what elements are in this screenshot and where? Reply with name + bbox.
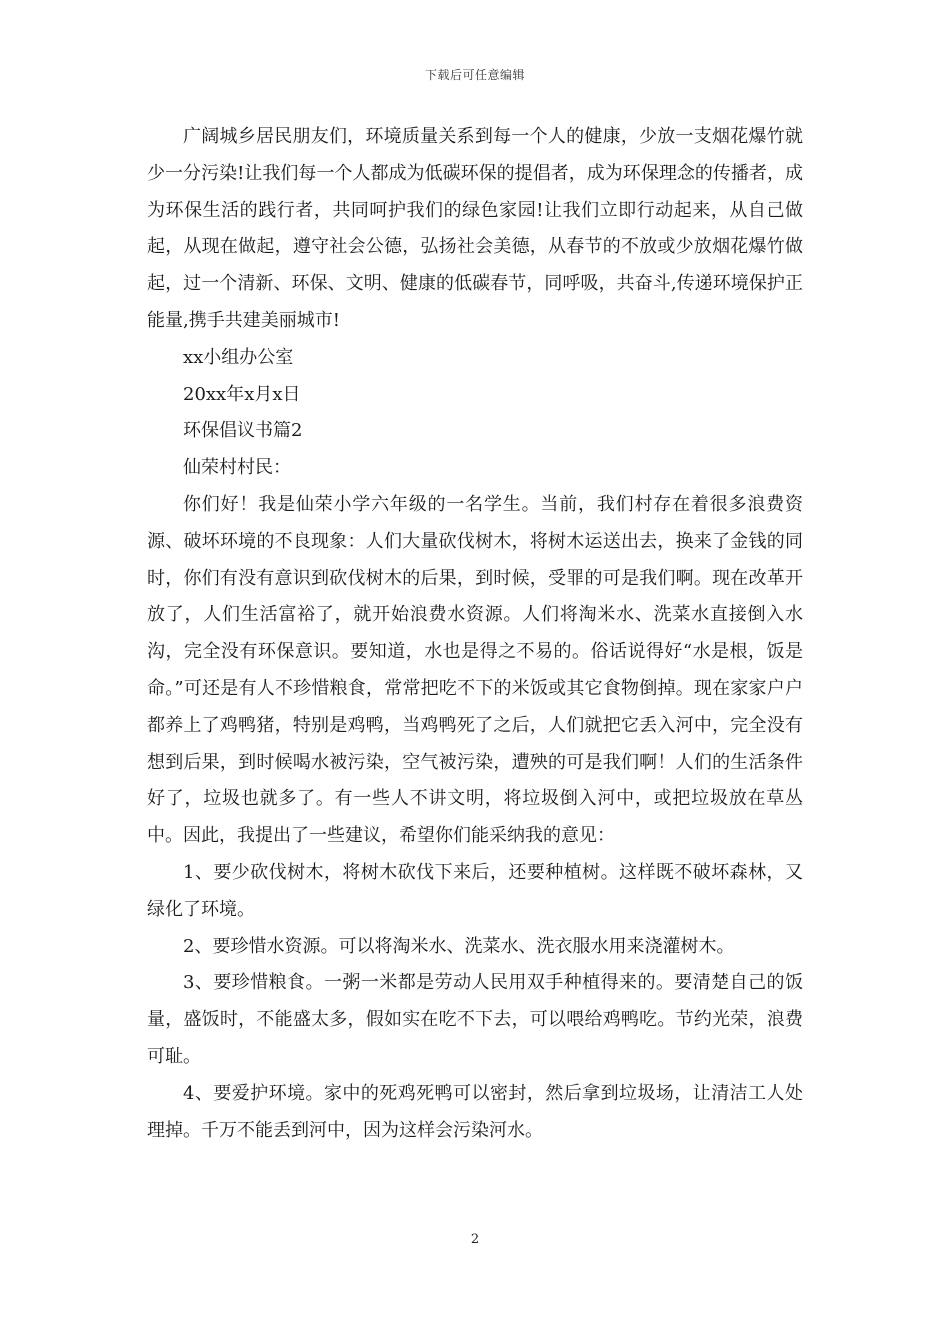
page-header: 下载后可任意编辑	[424, 68, 525, 82]
document-body	[147, 119, 803, 1149]
suggestion-item-2: 2、要珍惜水资源。可以将淘米水、洗菜水、洗衣服水用来浇灌树木。	[183, 935, 735, 957]
salutation: 仙荣村村民：	[183, 457, 291, 479]
paragraph-body: 你们好！我是仙荣小学六年级的一名学生。当前，我们村存在着很多浪费资源、破坏环境的不良现象：人们大量砍伐树木，将树木运送出去，换来了金钱的同时，你们有没有意识到砍伐树木的后果，到时候，受罪的可是我们啊。现在改革开放了，人们生活富裕了，就开始浪费水资源。人们将淘米水、洗菜水直接倒入水沟，完全没有环保意识。要知道，水也是得之不易的。俗话说得好“水是根，饭是命。”可还是有人不珍惜粮食，常常把吃不下的米饭或其它食物倒掉。现在家家户户都养上了鸡鸭猪，特别是鸡鸭，当鸡鸭死了之后，人们就把它丢入河中，完全没有想到后果，到时候喝水被污染，空气被污染，遭殃的可是我们啊！人们的生活条件好了，垃圾也就多了。有一些人不讲文明，将垃圾倒入河中，或把垃圾放在草丛中。因此，我提出了一些建议，希望你们能采纳我的意见：	[147, 493, 803, 847]
page-number: 2	[470, 1232, 480, 1247]
suggestion-item-1: 1、要少砍伐树木，将树木砍伐下来后，还要种植树。这样既不破坏森林，又绿化了环境。	[147, 861, 803, 920]
signature-date: 20xx年x月x日	[183, 383, 301, 405]
suggestion-item-4: 4、要爱护环境。家中的死鸡死鸭可以密封，然后拿到垃圾场，让清洁工人处理掉。千万不能丢到河中，因为这样会污染河水。	[147, 1082, 803, 1141]
section-title: 环保倡议书篇2	[183, 420, 303, 442]
suggestion-item-3: 3、要珍惜粮食。一粥一米都是劳动人民用双手种植得来的。要清楚自己的饭量，盛饭时，不能盛太多，假如实在吃不下去，可以喂给鸡鸭吃。节约光荣，浪费可耻。	[147, 972, 803, 1067]
paragraph-appeal: 广阔城乡居民朋友们，环境质量关系到每一个人的健康，少放一支烟花爆竹就少一分污染!让我们每一个人都成为低碳环保的提倡者，成为环保理念的传播者，成为环保生活的践行者，共同呵护我们的绿色家园!让我们立即行动起来，从自己做起，从现在做起，遵守社会公德，弘扬社会美德，从春节的不放或少放烟花爆竹做起，过一个清新、环保、文明、健康的低碳春节，同呼吸，共奋斗,传递环境保护正能量,携手共建美丽城市!	[147, 126, 803, 331]
signature-office: xx小组办公室	[183, 346, 294, 368]
